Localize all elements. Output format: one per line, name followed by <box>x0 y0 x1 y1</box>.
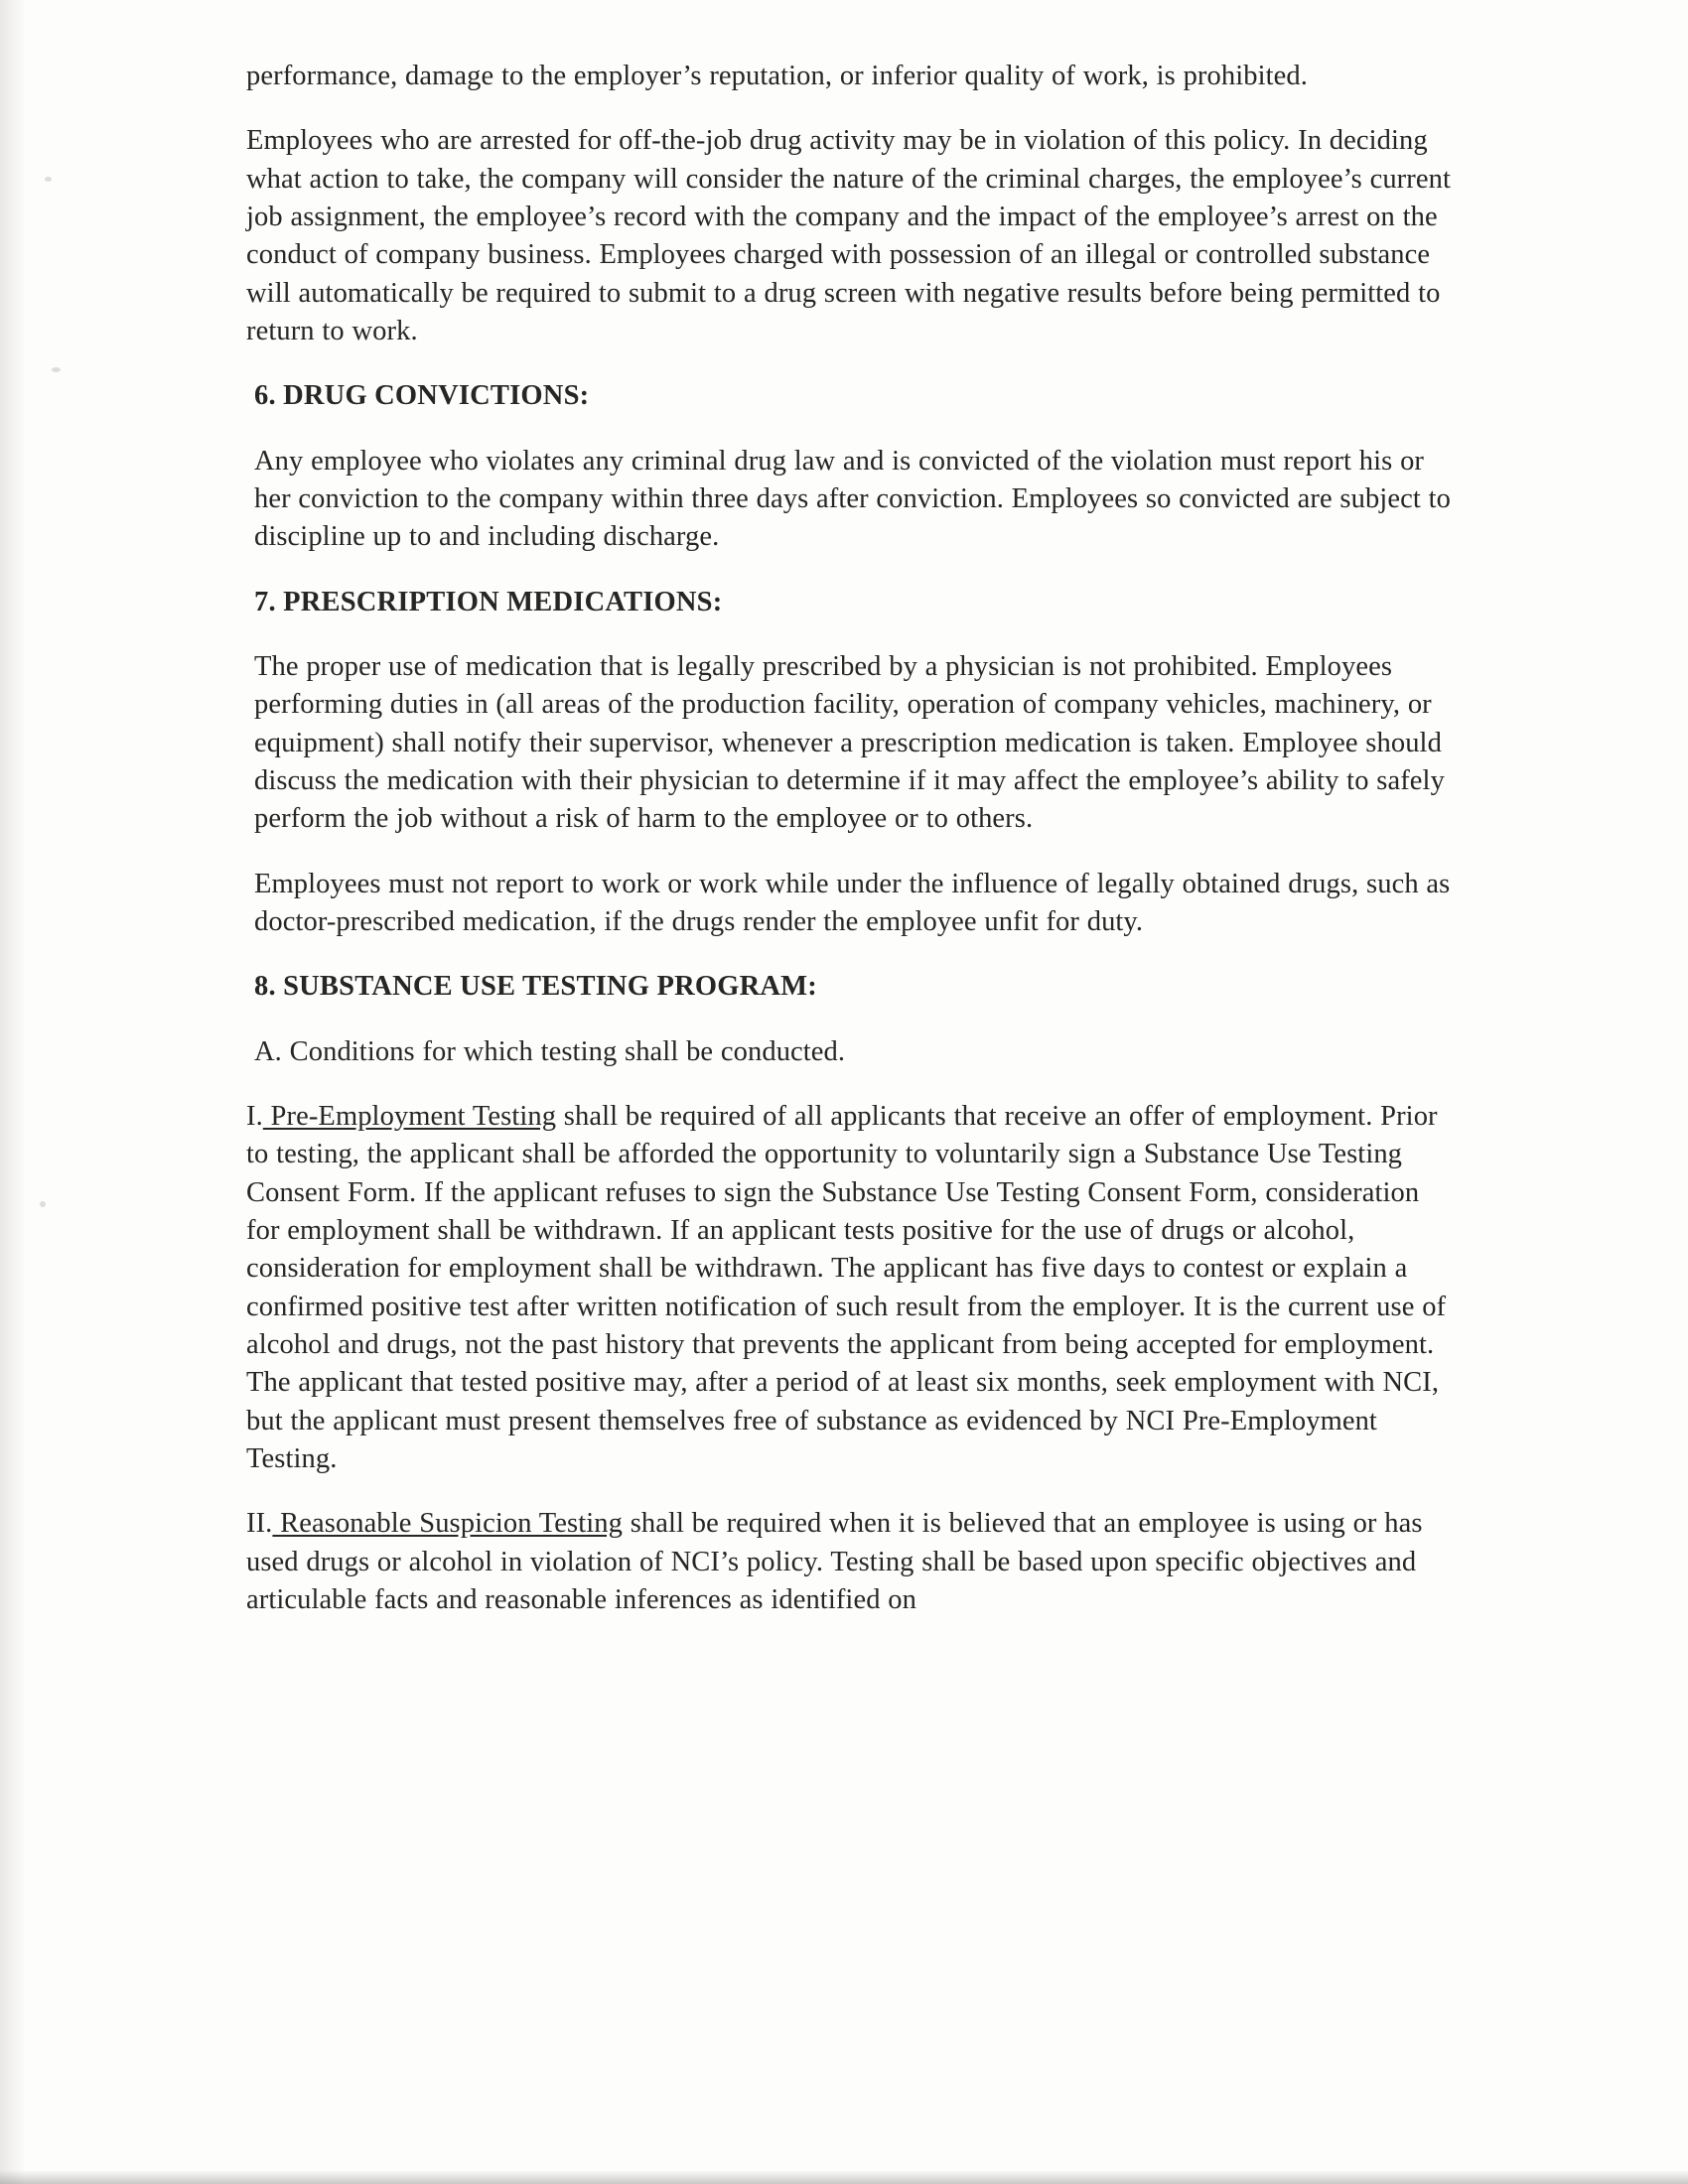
paragraph-prescription-medications-1: The proper use of medication that is legally prescribed by a physician is not prohibited. Employees performing duties in (all areas of the production facility, operation of company vehicles, machinery, or equipment) shall notify their supervisor, whenever a prescription medication is taken. Employee should discuss the medication with their physician to determine if it may affect the employee’s ability to safely perform the job without a risk of harm to the employee or to others. <box>254 650 1445 835</box>
paragraph-pre-employment-testing <box>246 1098 1453 1478</box>
heading-substance-use-testing-program: 8. SUBSTANCE USE TESTING PROGRAM: <box>254 971 817 1003</box>
paragraph-drug-convictions: Any employee who violates any criminal drug law and is convicted of the violation must report his or her conviction to the company within three days after conviction. Employees so convicted are subject to discipline up to and including discharge. <box>254 445 1451 553</box>
list-marker-roman-two: II. <box>246 1508 273 1540</box>
scan-speck <box>40 1201 46 1207</box>
document-body <box>246 58 1453 1646</box>
scan-speck <box>45 177 52 182</box>
paragraph-conditions-for-testing: A. Conditions for which testing shall be conducted. <box>254 1035 846 1067</box>
paragraph-pre-employment-testing-text: shall be required of all applicants that receive an offer of employment. Prior to testing, the applicant shall be afforded the opportunity to voluntarily sign a Substance Use Testing Consent Form. If the applicant refuses to sign the Substance Use Testing Consent Form, consideration for employment shall be withdrawn. If an applicant tests positive for the use of drugs or alcohol, consideration for employment shall be withdrawn. The applicant has five days to contest or explain a confirmed positive test after written notification of such result from the employer. It is the current use of alcohol and drugs, not the past history that prevents the applicant from being accepted for employment. The applicant that tested positive may, after a period of at least six months, seek employment with NCI, but the applicant must present themselves free of substance as evidenced by NCI Pre-Employment Testing. <box>246 1100 1447 1474</box>
paragraph-intro-continuation: performance, damage to the employer’s reputation, or inferior quality of work, is prohibited. <box>246 61 1308 91</box>
paragraph-off-the-job-arrest: Employees who are arrested for off-the-job drug activity may be in violation of this policy. In deciding what action to take, the company will consider the nature of the criminal charges, the employee’s current job assignment, the employee’s record with the company and the impact of the employee’s arrest on the conduct of company business. Employees charged with possession of an illegal or controlled substance will automatically be required to submit to a drug screen with negative results before being permitted to return to work. <box>246 125 1451 346</box>
paragraph-reasonable-suspicion-testing-text: shall be required when it is believed that an employee is using or has used drugs or alcohol in violation of NCI’s policy. Testing shall be based upon specific objectives and articulable facts and reasonable inferences as identified on <box>246 1508 1423 1615</box>
scan-speck <box>52 367 61 372</box>
term-pre-employment-testing: Pre-Employment Testing <box>262 1100 557 1132</box>
scan-edge-artifact-bottom <box>0 2170 1688 2184</box>
heading-prescription-medications: 7. PRESCRIPTION MEDICATIONS: <box>254 586 723 617</box>
heading-drug-convictions: 6. DRUG CONVICTIONS: <box>254 380 590 412</box>
list-marker-roman-one: I. <box>246 1100 263 1132</box>
term-reasonable-suspicion-testing: Reasonable Suspicion Testing <box>272 1508 623 1540</box>
paragraph-prescription-medications-2: Employees must not report to work or work while under the influence of legally obtained drugs, such as doctor-prescribed medication, if the drugs render the employee unfit for duty. <box>254 868 1451 937</box>
scan-edge-artifact-left <box>0 0 26 2184</box>
paragraph-reasonable-suspicion-testing <box>246 1505 1453 1619</box>
